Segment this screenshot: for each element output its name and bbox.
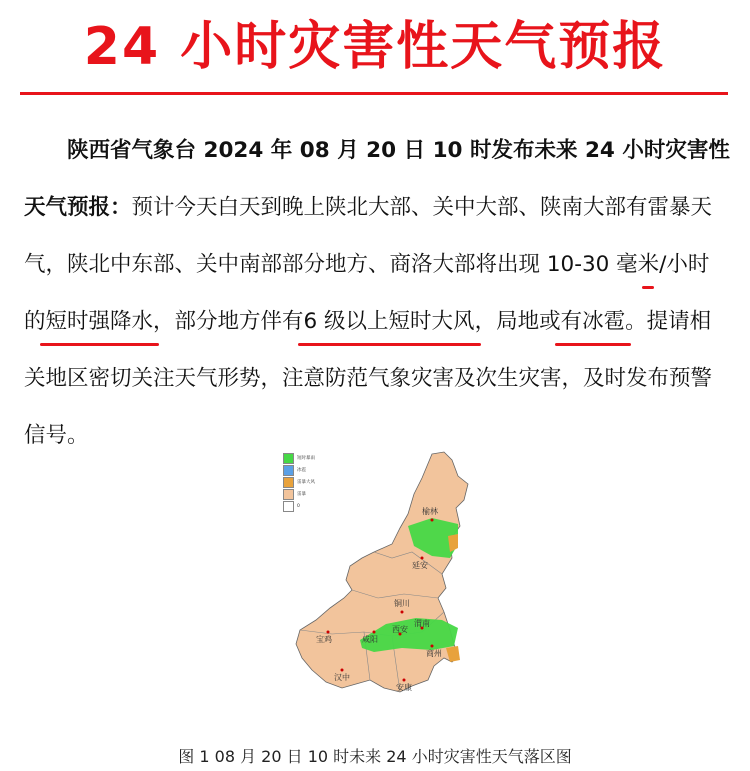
forecast-text-4: ，局地或 xyxy=(474,309,561,334)
legend-label: 0 xyxy=(297,503,300,509)
legend-swatch xyxy=(283,465,294,476)
legend-swatch xyxy=(283,477,294,488)
page-title: 24 小时灾害性天气预报 xyxy=(83,17,667,77)
city-xian: 西安 xyxy=(392,625,408,634)
forecast-text-3: ，部分地方伴有 xyxy=(153,309,304,334)
city-xianyang: 咸阳 xyxy=(362,635,378,644)
forecast-body xyxy=(24,122,730,464)
legend-label: 短时暴雨 xyxy=(297,455,315,461)
highlight-hail: 有冰雹 xyxy=(560,309,626,334)
legend-label: 雷暴 xyxy=(297,491,306,497)
forecast-text-1: 预计今天白天到晚上陕北大部、关中大部、陕南大部有 xyxy=(131,195,648,220)
city-baoji: 宝鸡 xyxy=(316,635,332,644)
legend-item xyxy=(283,500,345,512)
city-yulin: 榆林 xyxy=(422,507,438,516)
city-ankang: 安康 xyxy=(396,683,412,692)
forecast-text-5: 。提请相关地区密切关注天气形势，注意防范气象灾害及次生灾害，及时发布预警信号。 xyxy=(24,309,713,448)
forecast-text-2: ，陕北中东部、关中南部部分地方、商洛大部将出现 10-30 毫米/小时的 xyxy=(24,252,710,334)
legend-item xyxy=(283,476,345,488)
map-legend xyxy=(283,452,345,512)
legend-swatch xyxy=(283,489,294,500)
legend-label: 雷暴大风 xyxy=(297,479,315,485)
legend-item xyxy=(283,488,345,500)
legend-label: 冰雹 xyxy=(297,467,306,473)
legend-swatch xyxy=(283,453,294,464)
city-tongchuan: 铜川 xyxy=(394,599,410,608)
highlight-gale: 6 级以上短时大风 xyxy=(303,309,475,334)
city-hanzhong: 汉中 xyxy=(334,673,350,682)
highlight-heavy-rain: 短时强降水 xyxy=(45,309,154,334)
title-divider xyxy=(20,92,728,95)
legend-item xyxy=(283,464,345,476)
city-yanan: 延安 xyxy=(412,561,428,570)
legend-swatch xyxy=(283,501,294,512)
figure-caption: 图 1 08 月 20 日 10 时未来 24 小时灾害性天气落区图 xyxy=(178,747,572,766)
city-weinan: 渭南 xyxy=(414,619,430,628)
city-shangluo: 商州 xyxy=(426,649,442,658)
issuer-line: 陕西省气象台 2024 年 08 月 20 日 10 时发布未来 24 小时灾害性天气预报： xyxy=(24,138,730,220)
highlight-thunderstorm: 雷暴天气 xyxy=(24,195,713,277)
legend-item xyxy=(283,452,345,464)
